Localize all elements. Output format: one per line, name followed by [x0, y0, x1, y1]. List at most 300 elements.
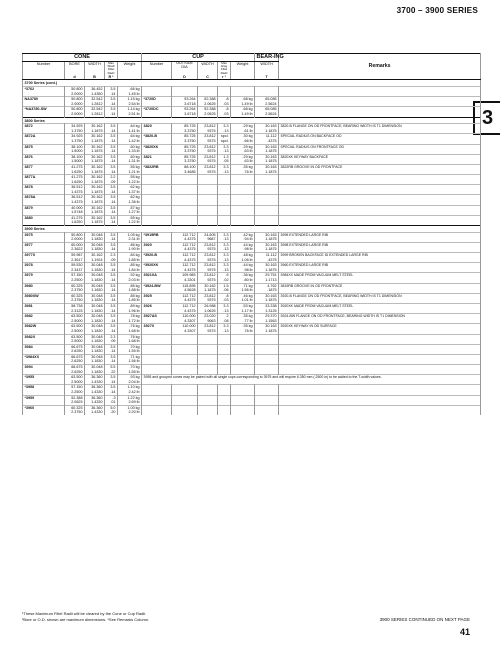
outside-dia-metric: 93.264 — [184, 107, 196, 112]
cup-number — [142, 185, 172, 195]
cone-width-imperial: 1.1875 — [91, 200, 103, 205]
outside-dia-metric: 88.100 — [184, 164, 196, 169]
cone-width-imperial: 1.1830 — [91, 308, 103, 313]
outside-dia-label: OUTSIDE DIA — [172, 62, 198, 75]
cone-weight-metric: .89 kg — [129, 303, 140, 308]
housing-fillet — [218, 134, 231, 144]
cone-width-imperial: 1.1830 — [91, 349, 103, 354]
cup-number: *3920XK — [142, 263, 172, 273]
outside-dia — [172, 215, 198, 225]
table-row — [23, 185, 481, 195]
cone-width-imperial: 1.4330 — [91, 400, 103, 405]
cup-number — [142, 365, 172, 375]
cup-weight — [231, 253, 255, 263]
table-row — [23, 232, 481, 242]
shaft-fillet-metric: 3.5 — [110, 375, 116, 380]
housing-fillet — [218, 324, 231, 334]
cup-weight — [231, 144, 255, 154]
outside-dia-imperial: 4.4375 — [184, 298, 196, 303]
cone-width-metric: 30.048 — [91, 314, 103, 319]
housing-fillet — [218, 185, 231, 195]
bearing-width-imperial: 2.5624 — [265, 111, 277, 116]
cone-weight-imperial: 1.85 lb — [128, 257, 140, 262]
cone-weight-metric: .92 kg — [129, 273, 140, 278]
cone-weight-metric: .55 kg — [129, 215, 140, 220]
cup-weight — [231, 273, 255, 283]
cone-weight-metric: .71 kg — [129, 354, 140, 359]
cone-weight-imperial: 1.68 lb — [128, 339, 140, 344]
bore-value — [65, 344, 85, 354]
cone-width-imperial: 1.1875 — [91, 179, 103, 184]
cup-weight-imperial: .61 lb — [243, 128, 253, 133]
cone-width-metric: 36.360 — [91, 395, 103, 400]
cone-weight-imperial: 1.42 lb — [128, 138, 140, 143]
cone-number: 3994 — [23, 365, 65, 375]
bearing-width-imperial: 2.5624 — [265, 101, 277, 106]
table-row — [23, 242, 481, 252]
bearing-width-metric: 30.163 — [265, 293, 277, 298]
bearing-width — [255, 242, 279, 252]
shaft-fillet-imperial: .14 — [110, 298, 116, 303]
cone-number: 3878 — [23, 185, 65, 195]
cup-weight — [231, 395, 255, 405]
cup-width-imperial: 1.1875 — [204, 288, 216, 293]
housing-fillet-imperial: .05 — [223, 159, 229, 164]
cone-width-metric: 30.048 — [91, 273, 103, 278]
cone-width — [85, 144, 105, 154]
bore-value-metric: 66.675 — [71, 365, 83, 370]
table-row — [23, 263, 481, 273]
shaft-fillet-metric: 3.5 — [110, 324, 116, 329]
bore-value-imperial: 1.5000 — [71, 159, 83, 164]
cone-width-metric: 36.360 — [91, 405, 103, 410]
outside-dia — [172, 354, 198, 364]
cone-weight-imperial: 1.33 lb — [128, 149, 140, 154]
series-header-row — [23, 80, 481, 87]
bearing-width-imperial: 1.3125 — [265, 308, 277, 313]
cup-weight-metric: .35 kg — [242, 164, 253, 169]
cup-number: *3924-BW — [142, 283, 172, 293]
cone-weight-metric: .84 kg — [129, 253, 140, 257]
cup-width-metric: 52.388 — [204, 107, 216, 112]
cone-width-metric: 32.542 — [91, 97, 103, 102]
cone-weight-metric: .60 kg — [129, 144, 140, 149]
shaft-fillet — [105, 242, 118, 252]
cone-width — [85, 395, 105, 405]
cup-width — [198, 334, 218, 344]
housing-fillet-metric: .5 — [225, 273, 229, 278]
cone-weight-metric: .62 kg — [129, 185, 140, 190]
bearing-width-metric: 30.163 — [265, 124, 277, 129]
table-row — [23, 314, 481, 324]
cup-weight — [231, 365, 255, 375]
bore-value — [65, 283, 85, 293]
cup-weight — [231, 154, 255, 164]
bore-value-metric: 50.800 — [71, 87, 83, 91]
cup-number: *3920-B — [142, 253, 172, 263]
bearing-width — [255, 215, 279, 225]
cone-weight-imperial: 2.69 lb — [128, 400, 140, 405]
housing-fillet — [218, 344, 231, 354]
bearing-width — [255, 405, 279, 415]
outside-dia-imperial: 3.4685 — [184, 169, 196, 174]
bore-value-metric: 36.512 — [71, 185, 83, 190]
outside-dia-imperial: 4.4375 — [184, 237, 196, 242]
bore-value-imperial: 1.5000 — [71, 149, 83, 154]
shaft-fillet — [105, 107, 118, 117]
housing-fillet-metric: 3.3 — [223, 263, 229, 268]
cone-weight-imperial: 1.56 lb — [128, 359, 140, 364]
cone-width-metric: 30.048 — [91, 232, 103, 237]
bearing-width — [255, 273, 279, 283]
cone-width — [85, 334, 105, 344]
cone-weight-metric: .70 kg — [129, 344, 140, 349]
cup-weight — [231, 334, 255, 344]
housing-fillet — [218, 263, 231, 273]
outside-dia-imperial: 3.6718 — [184, 111, 196, 116]
cup-weight — [231, 215, 255, 225]
cup-weight-imperial: .98 lb — [243, 247, 253, 252]
cup-weight-imperial: 1.01 lb — [241, 298, 253, 303]
cup-width — [198, 215, 218, 225]
bearing-width — [255, 144, 279, 154]
cone-number: 3880 — [23, 215, 65, 225]
cup-width-imperial: 9375 — [207, 149, 216, 154]
bearing-width — [255, 314, 279, 324]
cone-width-metric: 30.048 — [91, 324, 103, 329]
bearing-width-metric: 33.338 — [265, 303, 277, 308]
shaft-fillet-imperial: .14 — [110, 169, 116, 174]
bearing-width — [255, 232, 279, 242]
cup-width-label: WIDTH — [198, 62, 218, 75]
bore-value-imperial: 1.5748 — [71, 210, 83, 215]
outside-dia — [172, 134, 198, 144]
outside-dia — [172, 205, 198, 215]
cone-number: *3955 — [23, 375, 65, 385]
shaft-fillet-imperial: .20 — [110, 410, 116, 415]
cup-width-imperial: 9375 — [207, 247, 216, 252]
cone-width-metric: 30.162 — [91, 175, 103, 180]
cone-weight-metric: .70 kg — [129, 365, 140, 370]
outside-dia — [172, 324, 198, 334]
cone-weight-imperial: 1.68 lb — [128, 328, 140, 333]
table-header — [23, 54, 481, 80]
cup-weight — [231, 314, 255, 324]
cone-weight — [118, 164, 142, 174]
cone-weight — [118, 365, 142, 375]
page-number: 41 — [459, 627, 470, 637]
cup-weight — [231, 134, 255, 144]
cup-number — [142, 354, 172, 364]
cup-number — [142, 344, 172, 354]
cone-number: *3960 — [23, 405, 65, 415]
table-row — [23, 195, 481, 205]
bearing-width-imperial: 1.1713 — [265, 277, 277, 282]
remarks-cell: 3995 EXTENDED LARGE RIB — [279, 232, 481, 242]
cup-width — [198, 107, 218, 117]
outside-dia — [172, 263, 198, 273]
cup-weight — [231, 124, 255, 134]
outside-dia-imperial: 3.3750 — [184, 138, 196, 143]
cup-number: *3822RB — [142, 164, 172, 174]
cup-width — [198, 263, 218, 273]
shaft-fillet — [105, 215, 118, 225]
bore-value-imperial: 2.3125 — [71, 308, 83, 313]
cup-width-metric: 30.162 — [204, 283, 216, 288]
shaft-fillet — [105, 395, 118, 405]
bearing-width — [255, 334, 279, 344]
cone-width-imperial: 1.1875 — [91, 210, 103, 215]
shaft-fillet-metric: 3.5 — [110, 107, 116, 112]
cup-width-metric: 23.812 — [204, 273, 216, 278]
bore-value — [65, 334, 85, 344]
cone-width — [85, 273, 105, 283]
cone-width — [85, 242, 105, 252]
cone-width-imperial: 1.1830 — [91, 247, 103, 252]
remarks-cell — [279, 395, 481, 405]
cone-width-metric: 36.452 — [91, 87, 103, 91]
cone-width-imperial: 1.4330 — [91, 410, 103, 415]
shaft-fillet-metric: 3.5 — [110, 303, 116, 308]
cup-weight-metric: .35 kg — [242, 314, 253, 319]
table-row — [23, 124, 481, 134]
cone-weight — [118, 344, 142, 354]
shaft-fillet-label: Max Shaft Fillet Radii — [105, 62, 118, 75]
cone-weight — [118, 314, 142, 324]
bearing-width-imperial: .4375 — [267, 138, 277, 143]
outside-dia — [172, 124, 198, 134]
outside-dia — [172, 253, 198, 263]
bearing-width-label: WIDTH — [255, 62, 279, 75]
cone-width-metric: 30.162 — [91, 134, 103, 139]
bearing-width-imperial: 1.1875 — [265, 237, 277, 242]
cup-width — [198, 253, 218, 263]
housing-fillet — [218, 354, 231, 364]
cup-weight — [231, 87, 255, 97]
housing-fillet-imperial: .13 — [223, 267, 229, 272]
cup-number: 3926 — [142, 303, 172, 313]
cup-width — [198, 124, 218, 134]
cone-weight — [118, 395, 142, 405]
shaft-fillet — [105, 283, 118, 293]
bearing-header: BEAR-ING — [256, 54, 284, 60]
bore-value-metric: 60.325 — [71, 283, 83, 288]
bore-value-imperial: 2.0000 — [71, 91, 83, 96]
cone-weight-metric: .85 kg — [129, 283, 140, 288]
bore-value — [65, 87, 85, 97]
bearing-width — [255, 134, 279, 144]
outside-dia-imperial: 4.3301 — [184, 277, 196, 282]
housing-fillet-metric: .8 — [225, 293, 229, 298]
remarks-cell: 3820-B FLANGE ON OD FRONTFACE, BEARING WIDTH IS T1 DIMENSION — [279, 124, 481, 134]
cone-weight — [118, 242, 142, 252]
outside-dia-metric: 85.725 — [184, 144, 196, 149]
remarks-cell: 3822RB GROOVE IN OD FRONTFACE — [279, 164, 481, 174]
cone-width-metric: 30.162 — [91, 144, 103, 149]
remarks-cell: 3920XK MADE FROM VACUUM MELT STEEL — [279, 303, 481, 313]
shaft-fillet-imperial: .14 — [110, 159, 116, 164]
outside-dia — [172, 405, 198, 415]
shaft-fillet-metric: 5.0 — [110, 405, 116, 410]
bearing-width-metric: 30.163 — [265, 154, 277, 159]
cone-weight — [118, 205, 142, 215]
outside-dia-metric: 93.264 — [184, 97, 196, 102]
bearing-width-metric: 65.085 — [265, 97, 277, 102]
cup-width-imperial: 9375 — [207, 159, 216, 164]
cone-width-imperial: 1.1830 — [91, 369, 103, 374]
cone-header: CONE — [23, 54, 142, 62]
cone-number: 3979 — [23, 273, 65, 283]
outside-dia-metric: 110.000 — [182, 324, 196, 329]
shaft-fillet — [105, 205, 118, 215]
table-row — [23, 283, 481, 293]
cone-number: 3977 — [23, 242, 65, 252]
outside-dia-imperial: 3.3750 — [184, 149, 196, 154]
cone-width-metric: 30.162 — [91, 215, 103, 220]
bore-value-metric: 66.675 — [71, 344, 83, 349]
shaft-fillet-metric: 3.5 — [110, 273, 116, 278]
remarks-cell — [279, 215, 481, 225]
cup-width — [198, 324, 218, 334]
shaft-fillet-imperial: .14 — [110, 138, 116, 143]
cone-weight-imperial: 2.51 lb — [128, 111, 140, 116]
cone-number: 3977X — [23, 253, 65, 263]
cone-width-metric: 30.048 — [91, 365, 103, 370]
bearing-width-metric: 65.085 — [265, 107, 277, 112]
housing-fillet-imperial: .13 — [223, 328, 229, 333]
remarks-cell — [279, 385, 481, 395]
cone-width — [85, 354, 105, 364]
bore-value-imperial: 2.3750 — [71, 298, 83, 303]
shaft-fillet-metric: 3.5 — [110, 144, 116, 149]
shaft-fillet — [105, 87, 118, 97]
bore-value-imperial: 2.0625 — [71, 400, 83, 405]
bore-value-metric: 63.500 — [71, 375, 83, 380]
cone-weight-imperial: 1.90 lb — [128, 247, 140, 252]
cone-width-imperial: 1.4350 — [91, 91, 103, 96]
housing-fillet-metric: 3.3 — [223, 144, 229, 149]
cone-weight-imperial: 1.96 lb — [128, 308, 140, 313]
remarks-cell — [279, 344, 481, 354]
bore-value — [65, 314, 85, 324]
cone-width-imperial: 1.1830 — [91, 328, 103, 333]
housing-fillet-imperial: .03 — [223, 298, 229, 303]
housing-fillet-imperial: .13 — [223, 247, 229, 252]
bore-value — [65, 324, 85, 334]
cone-number: 3872A — [23, 134, 65, 144]
cup-number: *3720D — [142, 97, 172, 107]
cone-weight — [118, 253, 142, 263]
bore-value-metric: 38.100 — [71, 144, 83, 149]
housing-fillet — [218, 253, 231, 263]
bore-value-metric: 41.275 — [71, 215, 83, 220]
cup-weight-metric: .68 kg — [242, 97, 253, 102]
cone-number: 3872 — [23, 124, 65, 134]
bearing-width-imperial: 1.1875 — [265, 149, 277, 154]
bearing-width-imperial: 1.1875 — [265, 169, 277, 174]
cup-width — [198, 164, 218, 174]
cup-weight-metric: .46 kg — [242, 293, 253, 298]
cone-width-metric: 30.048 — [91, 263, 103, 268]
shaft-fillet-metric: 3.5 — [110, 232, 116, 237]
cup-weight-metric: .42 kg — [242, 232, 253, 237]
shaft-fillet — [105, 144, 118, 154]
bore-value — [65, 385, 85, 395]
bearing-width — [255, 164, 279, 174]
shaft-fillet-metric: 2.2 — [110, 175, 116, 180]
remarks-cell — [279, 195, 481, 205]
cup-number: *3820-B — [142, 134, 172, 144]
bore-value — [65, 405, 85, 415]
cone-weight-metric: 1.10 kg — [127, 385, 140, 390]
cup-width — [198, 405, 218, 415]
cone-weight — [118, 303, 142, 313]
bearing-spec-table — [22, 53, 481, 415]
bore-value-metric: 36.512 — [71, 195, 83, 200]
shaft-fillet-metric: 3.5 — [110, 205, 116, 210]
series-header-row — [23, 117, 481, 124]
housing-fillet — [218, 164, 231, 174]
bore-value-imperial: 2.3750 — [71, 288, 83, 293]
cone-weight-label: Weight — [118, 62, 142, 75]
cup-weight-imperial: 1.06 lb — [241, 257, 253, 262]
cone-number: 3879 — [23, 205, 65, 215]
cone-width-imperial: 1.1830 — [91, 288, 103, 293]
cup-number: 3820 — [142, 124, 172, 134]
shaft-fillet-imperial: .14 — [110, 349, 116, 354]
housing-fillet — [218, 242, 231, 252]
table-row — [23, 273, 481, 283]
outside-dia-metric: 112.712 — [182, 263, 196, 268]
cup-width-imperial: 9375 — [207, 128, 216, 133]
cone-weight — [118, 273, 142, 283]
cone-width-imperial: 1.1875 — [91, 149, 103, 154]
remarks-cell: 3984XX MADE FROM VACUUM MELT STEEL — [279, 273, 481, 283]
outside-dia — [172, 314, 198, 324]
cup-width-metric: 23.812 — [204, 124, 216, 129]
shaft-fillet-imperial: .09 — [110, 179, 116, 184]
housing-fillet-imperial: .13 — [223, 257, 229, 262]
cup-weight-imperial: 1.17 lb — [241, 308, 253, 313]
bore-value — [65, 97, 85, 107]
cone-number: 3875 — [23, 144, 65, 154]
bearing-width — [255, 395, 279, 405]
shaft-fillet — [105, 385, 118, 395]
shaft-fillet-imperial: .14 — [110, 308, 116, 313]
outside-dia — [172, 107, 198, 117]
cone-weight-metric: .76 kg — [129, 334, 140, 339]
shaft-fillet — [105, 344, 118, 354]
table-row — [23, 154, 481, 164]
cup-width — [198, 242, 218, 252]
shaft-fillet-metric: 3.5 — [110, 87, 116, 91]
bearing-width-metric: 29.751 — [265, 273, 277, 278]
outside-dia — [172, 273, 198, 283]
cup-width-imperial: 9375 — [207, 277, 216, 282]
remarks-cell — [279, 97, 481, 107]
shaft-fillet-metric: 3.5 — [110, 195, 116, 200]
bearing-width — [255, 87, 279, 97]
series-title: 3700 – 3900 SERIES — [396, 6, 478, 15]
housing-fillet-metric: 3.3 — [223, 242, 229, 247]
bore-value — [65, 107, 85, 117]
cup-number: 3925 — [142, 293, 172, 303]
outside-dia-metric: 115.895 — [182, 283, 196, 288]
bore-value-imperial: 2.6250 — [71, 359, 83, 364]
cone-weight-metric: .76 kg — [129, 324, 140, 329]
bore-value-imperial: 1.4375 — [71, 200, 83, 205]
cup-width — [198, 205, 218, 215]
